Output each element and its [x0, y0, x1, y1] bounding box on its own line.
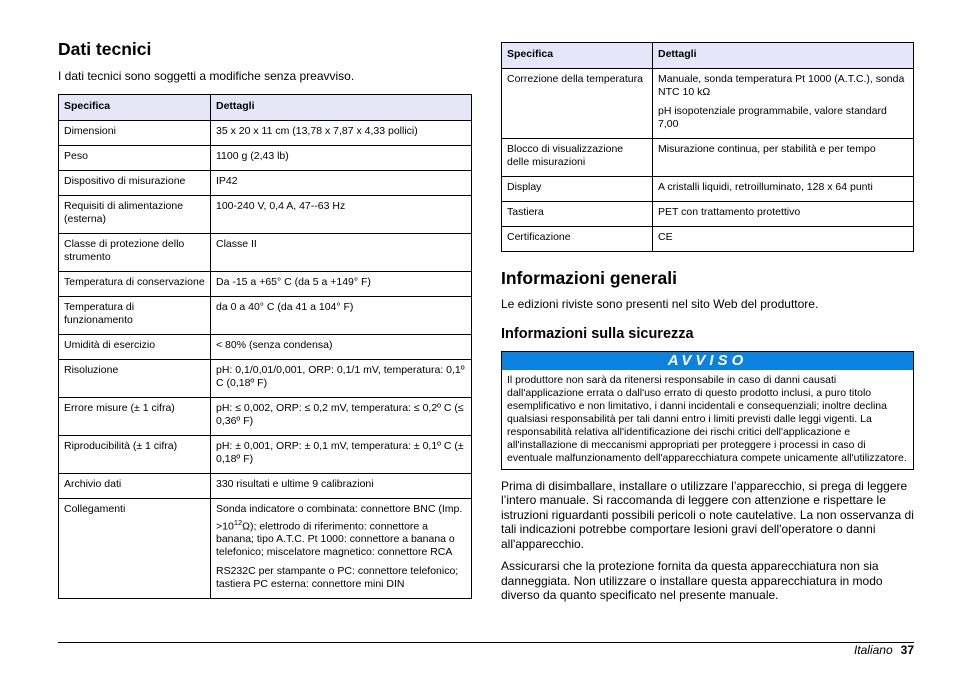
- table-header-row: [59, 94, 472, 120]
- table-row: [59, 271, 472, 296]
- safety-paragraph-1: Prima di disimballare, installare o utilizzare l’apparecchio, si prega di leggere l’intero manuale. Si raccomanda di leggere con attenzione e rispettare le istruzioni riguardanti possibili pericoli o note cautelative. La non osservanza di tali indicazioni potrebbe comportare lesioni gravi dell'operatore o danni all'apparecchio.: [501, 478, 914, 551]
- table-row: [59, 296, 472, 334]
- column-header-details: Dettagli: [211, 94, 472, 120]
- details-cell: [653, 69, 914, 139]
- page-number: 37: [900, 643, 914, 657]
- connections-text-b: Ω); elettrodo di riferimento: connettore a banana; tipo A.T.C. Pt 1000: connettore a banana o telefonico; miscelatore magnetico: connettore RCA: [216, 520, 455, 558]
- connections-exponent: 12: [233, 517, 243, 527]
- spec-cell: Display: [502, 177, 653, 202]
- spec-cell: Dimensioni: [59, 120, 211, 145]
- spec-cell: Collegamenti: [59, 498, 211, 599]
- table-row-temperature-correction: [502, 69, 914, 139]
- spec-cell: Classe di protezione dello strumento: [59, 233, 211, 271]
- safety-paragraph-2: Assicurarsi che la protezione fornita da questa apparecchiatura non sia danneggiata. Non utilizzare o installare questa apparecchiatura in modo diverso da quanto specificato nel presente manuale.: [501, 559, 883, 602]
- details-cell: CE: [653, 227, 914, 252]
- table-row: [59, 359, 472, 397]
- details-cell: pH: ± 0,001, ORP: ± 0,1 mV, temperatura: ± 0,1º C (± 0,18º F): [211, 435, 472, 473]
- table-row: [59, 145, 472, 170]
- spec-cell: Correzione della temperatura: [502, 69, 653, 139]
- section-title-safety-info: Informazioni sulla sicurezza: [501, 325, 694, 342]
- temp-correction-paragraph-2: pH isopotenziale programmabile, valore standard 7,00: [658, 105, 887, 130]
- section-title-technical-data: Dati tecnici: [58, 39, 152, 59]
- general-info-text: Le edizioni riviste sono presenti nel sito Web del produttore.: [501, 297, 819, 311]
- connections-paragraph-2: RS232C per stampante o PC: connettore telefonico; tastiera PC esterna: connettore mini DIN: [216, 565, 459, 590]
- connections-paragraph-1: [216, 503, 466, 560]
- right-column: [501, 42, 914, 603]
- spec-cell: Blocco di visualizzazione delle misurazioni: [502, 139, 653, 177]
- details-cell: Da -15 a +65° C (da 5 a +149° F): [211, 271, 472, 296]
- column-header-spec: Specifica: [59, 94, 211, 120]
- page-footer: [854, 643, 914, 657]
- section-title-general-info: Informazioni generali: [501, 268, 677, 288]
- temp-correction-paragraph-1: Manuale, sonda temperatura Pt 1000 (A.T.C.), sonda NTC 10 kΩ: [658, 73, 905, 98]
- details-cell: IP42: [211, 170, 472, 195]
- footer-language: Italiano: [853, 643, 893, 657]
- details-cell: A cristalli liquidi, retroilluminato, 128 x 64 punti: [653, 177, 914, 202]
- details-cell: da 0 a 40° C (da 41 a 104° F): [211, 296, 472, 334]
- table-row: [59, 233, 472, 271]
- details-cell: 35 x 20 x 11 cm (13,78 x 7,87 x 4,33 pollici): [211, 120, 472, 145]
- table-row: [502, 139, 914, 177]
- warning-box: [501, 351, 914, 470]
- details-cell: pH: 0,1/0,01/0,001, ORP: 0,1/1 mV, temperatura: 0,1º C (0,18º F): [211, 359, 472, 397]
- spec-cell: Temperatura di funzionamento: [59, 296, 211, 334]
- spec-cell: Errore misure (± 1 cifra): [59, 397, 211, 435]
- spec-cell: Riproducibilità (± 1 cifra): [59, 435, 211, 473]
- left-column: [58, 38, 472, 599]
- details-cell: 330 risultati e ultime 9 calibrazioni: [211, 473, 472, 498]
- spec-cell: Archivio dati: [59, 473, 211, 498]
- details-cell: < 80% (senza condensa): [211, 334, 472, 359]
- table-row: [59, 170, 472, 195]
- spec-cell: Peso: [59, 145, 211, 170]
- spec-cell: Risoluzione: [59, 359, 211, 397]
- column-header-spec: Specifica: [502, 43, 653, 69]
- table-row: [59, 195, 472, 233]
- table-row: [59, 473, 472, 498]
- table-row: [502, 202, 914, 227]
- details-cell: 100-240 V, 0,4 A, 47--63 Hz: [211, 195, 472, 233]
- warning-label: AVVISO: [502, 352, 913, 370]
- details-cell: Classe II: [211, 233, 472, 271]
- details-cell: PET con trattamento protettivo: [653, 202, 914, 227]
- spec-cell: Dispositivo di misurazione: [59, 170, 211, 195]
- details-cell: pH: ≤ 0,002, ORP: ≤ 0,2 mV, temperatura: ≤ 0,2º C (≤ 0,36º F): [211, 397, 472, 435]
- technical-data-table-continued: [501, 42, 914, 252]
- table-row: [59, 334, 472, 359]
- spec-cell: Umidità di esercizio: [59, 334, 211, 359]
- spec-cell: Requisiti di alimentazione (esterna): [59, 195, 211, 233]
- details-cell: [211, 498, 472, 599]
- column-header-details: Dettagli: [653, 43, 914, 69]
- spec-cell: Certificazione: [502, 227, 653, 252]
- table-row-connections: [59, 498, 472, 599]
- table-row: [59, 120, 472, 145]
- table-row: [59, 435, 472, 473]
- connections-text-a: Sonda indicatore o combinata: connettore BNC (Imp. >10: [216, 502, 463, 532]
- technical-data-table: [58, 94, 472, 600]
- table-header-row: [502, 43, 914, 69]
- technical-data-intro: I dati tecnici sono soggetti a modifiche senza preavviso.: [58, 69, 355, 83]
- details-cell: Misurazione continua, per stabilità e per tempo: [653, 139, 914, 177]
- warning-text: Il produttore non sarà da ritenersi responsabile in caso di danni causati dall'applicazione errata o dall'uso errato di questo prodotto inclusi, a puro titolo esemplificativo e non limitativo, i danni incidentali e consequenziali; inoltre declina qualsiasi responsabilità per tali danni entro i limiti previsti dalle leggi vigenti. La responsabilità relativa all'identificazione dei rischi critici dell'applicazione e all'installazione di meccanismi appropriati per proteggere i processi in caso di eventuale malfunzionamento dell'apparecchiatura compete unicamente all'utilizzatore.: [507, 373, 907, 464]
- footer-divider: [58, 642, 914, 643]
- spec-cell: Temperatura di conservazione: [59, 271, 211, 296]
- spec-cell: Tastiera: [502, 202, 653, 227]
- table-row: [502, 227, 914, 252]
- details-cell: 1100 g (2,43 lb): [211, 145, 472, 170]
- table-row: [59, 397, 472, 435]
- table-row: [502, 177, 914, 202]
